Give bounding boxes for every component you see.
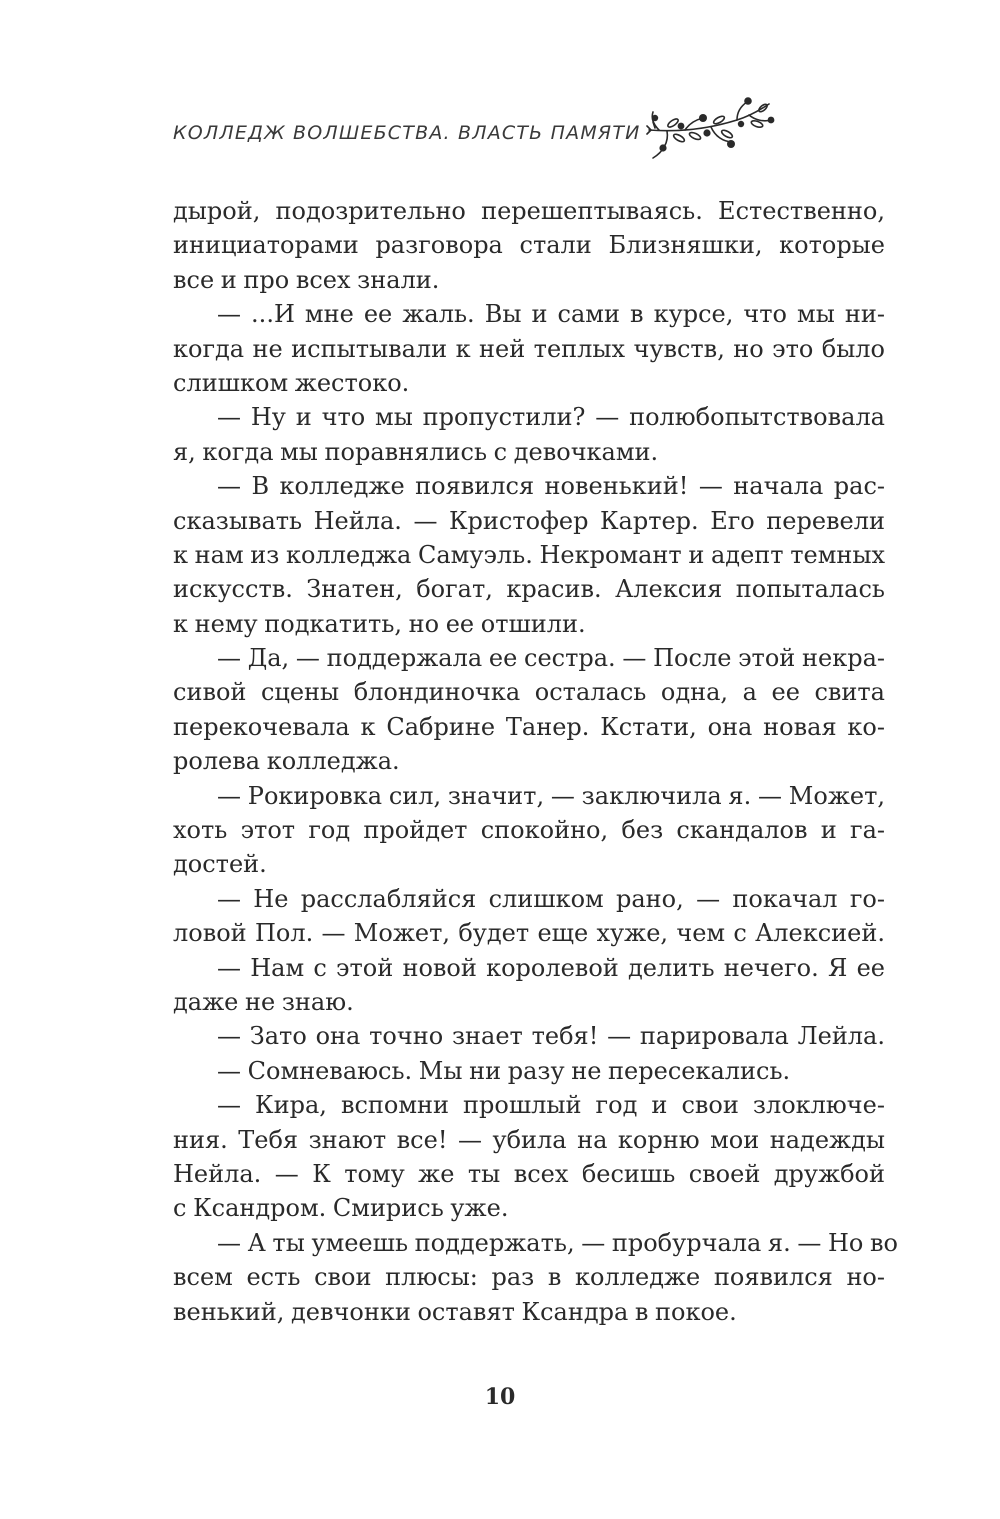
text-line: сивой сцены блондиночка осталась одна, а ее свита [173,678,885,707]
text-line: Нейла. — К тому же ты всех бесишь своей дружбой [173,1159,885,1188]
text-line: к нам из колледжа Самуэль. Некромант и адепт темных [173,540,885,569]
text-line: даже не знаю. [173,987,354,1016]
text-line: ловой Пол. — Может, будет еще хуже, чем с Алексией. [173,919,885,948]
page-text [173,194,898,1329]
text-line: сказывать Нейла. — Кристофер Картер. Его перевели [173,506,885,535]
text-line: — Сомневаюсь. Мы ни разу не пересекались. [217,1056,791,1085]
text-line: — А ты умеешь поддержать, — пробурчала я. — Но во [217,1228,898,1257]
text-line: — Да, — поддержала ее сестра. — После этой некра- [217,644,885,673]
text-line: — Рокировка сил, значит, — заключила я. — Может, [217,781,885,810]
text-line: — Зато она точно знает тебя! — парировала Лейла. [217,1022,885,1051]
text-line: хоть этот год пройдет спокойно, без скандалов и га- [173,816,885,845]
text-line: — ...И мне ее жаль. Вы и сами в курсе, что мы ни- [217,300,885,329]
text-line: — Не расслабляйся слишком рано, — покачал го- [217,884,885,913]
text-line: дырой, подозрительно перешептываясь. Естественно, [173,197,885,225]
text-line: — Нам с этой новой королевой делить нечего. Я ее [217,953,885,982]
text-line: инициаторами разговора стали Близняшки, которые [173,231,885,260]
page-number: 10 [484,1384,516,1410]
text-line: — Ну и что мы пропустили? — полюбопытствовала [217,403,885,432]
text-line: искусств. Знатен, богат, красив. Алексия попыталась [173,575,885,604]
text-line: слишком жестоко. [173,368,410,397]
running-header [173,96,823,166]
text-line: все и про всех знали. [173,265,440,294]
text-line: я, когда мы поравнялись с девочками. [173,437,659,466]
text-line: к нему подкатить, но ее отшили. [173,609,586,638]
text-line: венький, девчонки оставят Ксандра в покое. [173,1297,737,1326]
text-line: ния. Тебя знают все! — убила на корню мои надежды [173,1125,885,1154]
text-line: ролева колледжа. [173,747,400,776]
text-line: когда не испытывали к ней теплых чувств, но это было [173,334,885,363]
text-line: — Кира, вспомни прошлый год и свои злоключе- [217,1091,885,1120]
running-header-title: КОЛЛЕДЖ ВОЛШЕБСТВА. ВЛАСТЬ ПАМЯТИ [173,122,641,144]
berry-branch-ornament-icon [645,96,775,166]
text-line: перекочевала к Сабрине Танер. Кстати, она новая ко- [173,712,885,741]
text-line: с Ксандром. Смирись уже. [173,1194,509,1223]
text-line: всем есть свои плюсы: раз в колледже появился но- [173,1263,885,1292]
text-line: — В колледже появился новенький! — начала рас- [217,472,885,501]
text-line: достей. [173,850,267,879]
